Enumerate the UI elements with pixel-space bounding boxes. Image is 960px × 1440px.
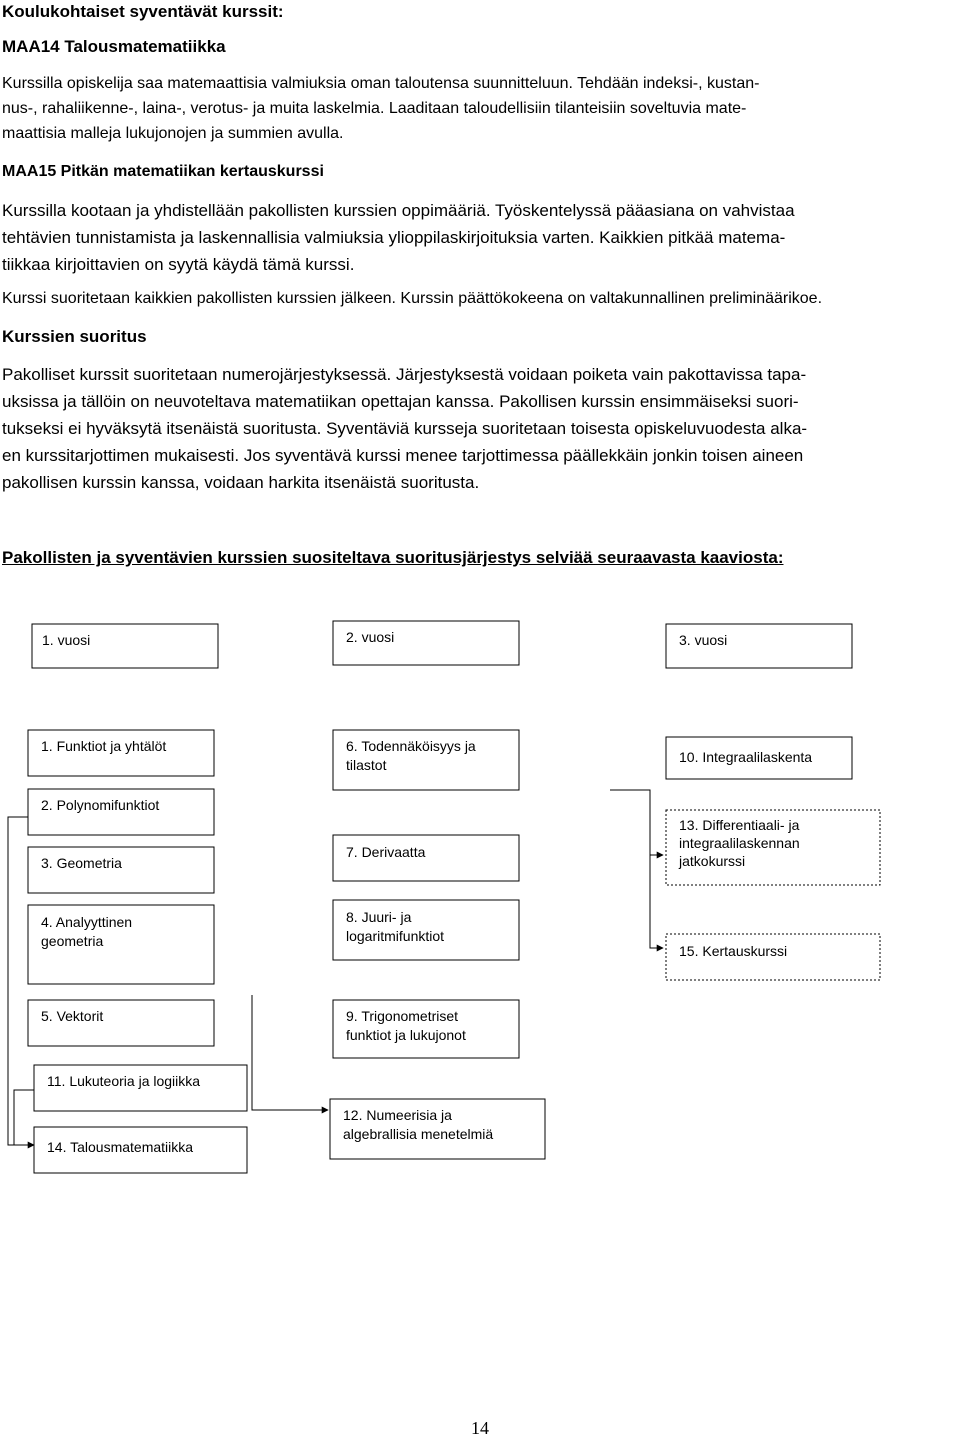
completion-line-1: Pakolliset kurssit suoritetaan numerojärjestyksessä. Järjestyksestä voidaan poiketa vain pakottavissa tapa- [2,365,807,384]
course-4-line-2: geometria [41,933,104,949]
year-3-box [666,624,852,668]
link-to-course-11 [14,1090,34,1145]
arrow-to-course-13 [610,790,663,855]
course-box-12 [330,1099,545,1159]
course-box-5 [28,1000,214,1046]
course-box-14 [34,1127,247,1173]
maa15-line-3: tiikkaa kirjoittavien on syytä käydä tämä kurssi. [2,255,355,274]
year-2-label: 2. vuosi [346,629,395,645]
course-1-line-1: 1. Funktiot ja yhtälöt [41,738,167,754]
course-3-line-1: 3. Geometria [41,855,122,871]
course-box-9 [333,1000,519,1058]
course-box-1 [28,730,214,776]
year-3-label: 3. vuosi [679,632,728,648]
year-2-box [333,621,519,665]
course-9-line-1: 9. Trigonometriset [346,1008,459,1024]
course-box-4 [28,905,214,984]
course-box-7 [333,835,519,881]
maa14-line-1: Kurssilla opiskelija saa matemaattisia valmiuksia oman taloutensa suunnitteluun. Tehdään indeksi-, kustan- [2,75,760,92]
maa15-line-2: tehtävien tunnistamista ja laskennallisia valmiuksia ylioppilaskirjoituksia varten. Kaikkien pitkää matema- [2,228,786,247]
arrow-to-course-15 [650,855,663,948]
diagram-heading: Pakollisten ja syventävien kurssien suositeltava suoritusjärjestys selviää seuraavasta kaaviosta: [2,548,784,567]
completion-line-5: pakollisen kurssin kanssa, voidaan harkita itsenäistä suoritusta. [2,473,480,492]
maa14-line-3: maattisia malleja lukujonojen ja summien avulla. [2,125,344,142]
completion-title: Kurssien suoritus [2,327,147,346]
course-5-line-1: 5. Vektorit [41,1008,104,1024]
course-order-diagram [0,600,960,1200]
course-14-line-1: 14. Talousmatematiikka [47,1139,194,1155]
arrow-to-course-12 [252,995,328,1110]
maa15-line-1: Kurssilla kootaan ja yhdistellään pakollisten kurssien oppimääriä. Työskentelyssä pääasiana on vahvistaa [2,201,795,220]
heading-advanced-courses: Koulukohtaiset syventävät kurssit: [2,2,284,21]
completion-line-3: tukseksi ei hyväksytä itsenäistä suoritusta. Syventäviä kursseja suoritetaan toisesta opiskeluvuodesta alka- [2,419,808,438]
course-13-line-2: integraalilaskennan [679,835,800,851]
course-13-line-1: 13. Differentiaali- ja [679,817,800,833]
course-box-13 [666,810,880,885]
course-box-3 [28,847,214,893]
course-12-line-1: 12. Numeerisia ja [343,1107,452,1123]
course-4-line-1: 4. Analyyttinen [41,914,133,930]
course-box-6 [333,730,519,790]
course-11-line-1: 11. Lukuteoria ja logiikka [47,1073,201,1089]
course-8-line-2: logaritmifunktiot [346,928,445,944]
course-6-line-1: 6. Todennäköisyys ja [346,738,476,754]
course-box-10 [666,737,852,779]
maa14-title: MAA14 Talousmatematiikka [2,37,226,56]
year-1-label: 1. vuosi [42,632,91,648]
course-box-11 [34,1065,247,1111]
course-box-15 [666,934,880,980]
course-2-line-1: 2. Polynomifunktiot [41,797,160,813]
course-9-line-2: funktiot ja lukujonot [346,1027,466,1043]
maa14-line-2: nus-, rahaliikenne-, laina-, verotus- ja muita laskelmia. Laaditaan taloudellisiin tilanteisiin soveltuvia mate- [2,100,747,117]
course-15-line-1: 15. Kertauskurssi [679,943,788,959]
course-6-line-2: tilastot [346,757,387,773]
course-8-line-1: 8. Juuri- ja [346,909,412,925]
course-box-2 [28,789,214,835]
completion-line-4: en kurssitarjottimen mukaisesti. Jos syventävä kurssi menee tarjottimessa päällekkäin jonkin toisen aineen [2,446,804,465]
course-10-line-1: 10. Integraalilaskenta [679,749,813,765]
page-number: 14 [471,1418,489,1438]
year-1-box [32,624,218,668]
maa15-title: MAA15 Pitkän matematiikan kertauskurssi [2,163,324,180]
course-13-line-3: jatkokurssi [679,853,746,869]
course-7-line-1: 7. Derivaatta [346,844,426,860]
completion-line-2: uksissa ja tällöin on neuvoteltava matematiikan opettajan kanssa. Pakollisen kurssin ensimmäiseksi suori- [2,392,799,411]
maa15-note: Kurssi suoritetaan kaikkien pakollisten kurssien jälkeen. Kurssin päättökokeena on valtakunnallinen preliminäärikoe. [2,290,823,307]
course-box-8 [333,900,519,960]
course-12-line-2: algebrallisia menetelmiä [343,1126,494,1142]
